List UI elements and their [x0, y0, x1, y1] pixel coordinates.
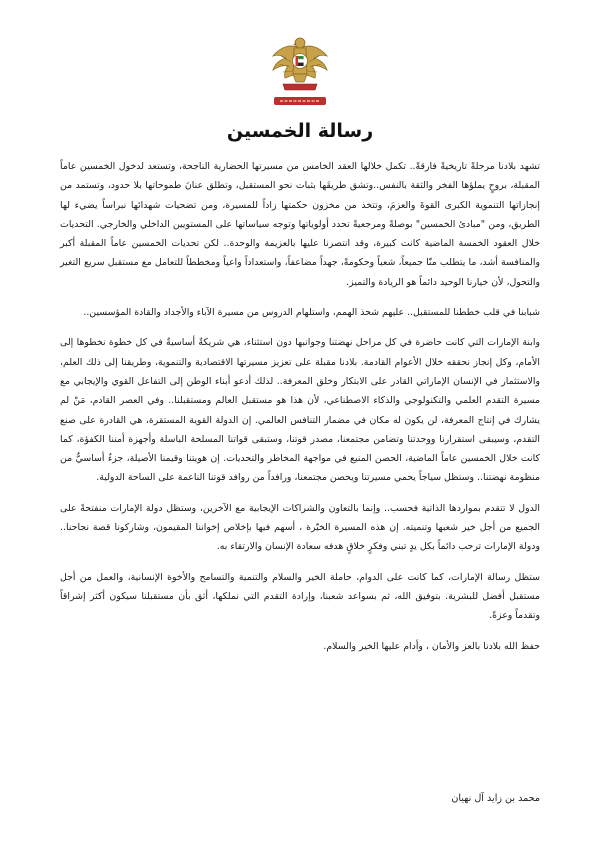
signature: محمد بن زايد آل نهيان — [451, 793, 540, 804]
paragraph: الدول لا تتقدم بمواردها الذاتية فحسب.. وإنما بالتعاون والشراكات الإيجابية مع الآخرين، وستظل دولة الإمارات منفتحةً على الجميع من أجل خير شعبها وتنميته. إن هذه المسيرة الخيّرة ، أسهم فيها بإخلاص إخواننا المقيمون، وشاركونا قصة نجاحنا.. ودولة الإمارات ترحب دائماً بكل يدٍ تبني وفكرٍ خلاقٍ هدفه سعادة الإنسان والارتقاء به. — [60, 502, 540, 553]
uae-emblem-icon — [269, 34, 331, 92]
paragraph: تشهد بلادنا مرحلةً تاريخيةً فارقةً.. تكمل خلالها العقد الخامس من مسيرتها الحضارية الناجحة، وتستعد لدخول الخمسين عاماً المقبلة، بروحٍ يملؤها الفخر والثقة بالنفس..وتشق طريقَها بثبات نحو المستقبل، وتطلق عنانَ طموحاتها بلا حدود، وتستمد من إنجازاتها التنموية الكبرى القوةَ والعزمَ، وتتخذ من مخزون حكمتها زاداً للمسيرة، ومن تضحيات شهدائها نبراساً يضيء لها الطريق، ومن "مبادئ الخمسين" بوصلةً ومرجعيةً تحدد أولوياتها وتوجه سياساتها على المستويين الداخلي والخارجي. التحديات خلال العقود الخمسة الماضية كانت كبيرة، وقد انتصرنا عليها بالعزيمة والوحدة.. لكن تحديات الخمسين عاماً المقبلة أكبر والمنافسة أشد، ما يتطلب منّا جميعاً، شعباً وحكومةً، جهداً مضاعفاً، واستعداداً واعياً ومخططاً للتعامل مع مستقبل سريع التغير والتحول، لأن خيارنا الوحيد دائماً هو الريادة والتميز. — [60, 161, 540, 288]
paragraph: وابنة الإمارات التي كانت حاضرة في كل مراحل نهضتنا وجوانبها دون استثناء، هي شريكةٌ أساسيةٌ في كل خطوة نخطوها إلى الأمام، وكل إنجاز نحققه خلال الأعوام القادمة. بلادنا مقبلة على تعزيز مسيرتها الاقتصادية والتنموية، وطريقنا إلى ذلك العلم، والاستثمار في الإنسان الإماراتي القادر على الابتكار وخلق المعرفة.. لذلك أدعو أبناء الوطن إلى التفاعل القوي والإيجابي مع مسيرة التقدم العلمي والتكنولوجي والذكاء الاصطناعي، لأن هذا هو مستقبل العالم ومستقبلنا.. وفي العصر القادم، مَنْ لم يشارك في إنتاج المعرفة، لن يكون له مكان في مضمار التنافس العالمي. إن الدولة القوية المستقرة، هي القادرة على صنع التقدم، وسيبقى استقرارنا ووحدتنا وتضامن مجتمعنا، مصدر قوتنا، وستبقى قواتنا المسلحة الباسلة وأجهزة أمننا الكفؤة، كما كانت خلال الخمسين عاماً الماضية، الحصن المنيع في مواجهة المخاطر والتحديات. إن هويتنا وقيمنا الأصيلة، جزءٌ أساسيٌّ من منظومة نهضتنا.. وستظل سياجاً يحمي مسيرتنا ويحصن مجتمعنا، ورافداً من روافد قوتنا الناعمة على الساحة الدولية. — [60, 337, 540, 484]
paragraph: ستظل رسالة الإمارات، كما كانت على الدوام، حاملة الخير والسلام والتنمية والتسامح والأخوة الإنسانية، والعمل من أجل مستقبل أفضل للبشرية. بتوفيق الله، ثم بسواعد شعبنا، وإرادة التقدم التي نملكها، أثق بأن مستقبلنا سيكون أكثر إشراقاً وتقدماً وعزةً. — [60, 571, 540, 622]
page-title: رسالة الخمسين — [226, 120, 374, 142]
paragraph: حفظ الله بلادنا بالعز والأمان ، وأدام عليها الخير والسلام. — [323, 640, 540, 652]
paragraph: شبابنا في قلب خططنا للمستقبل.. عليهم شحذ الهمم، واستلهام الدروس من مسيرة الآباء والأجداد والقادة المؤسسين.. — [83, 307, 540, 319]
letter-body — [60, 157, 540, 667]
emblem-ribbon-text-icon — [270, 94, 330, 108]
